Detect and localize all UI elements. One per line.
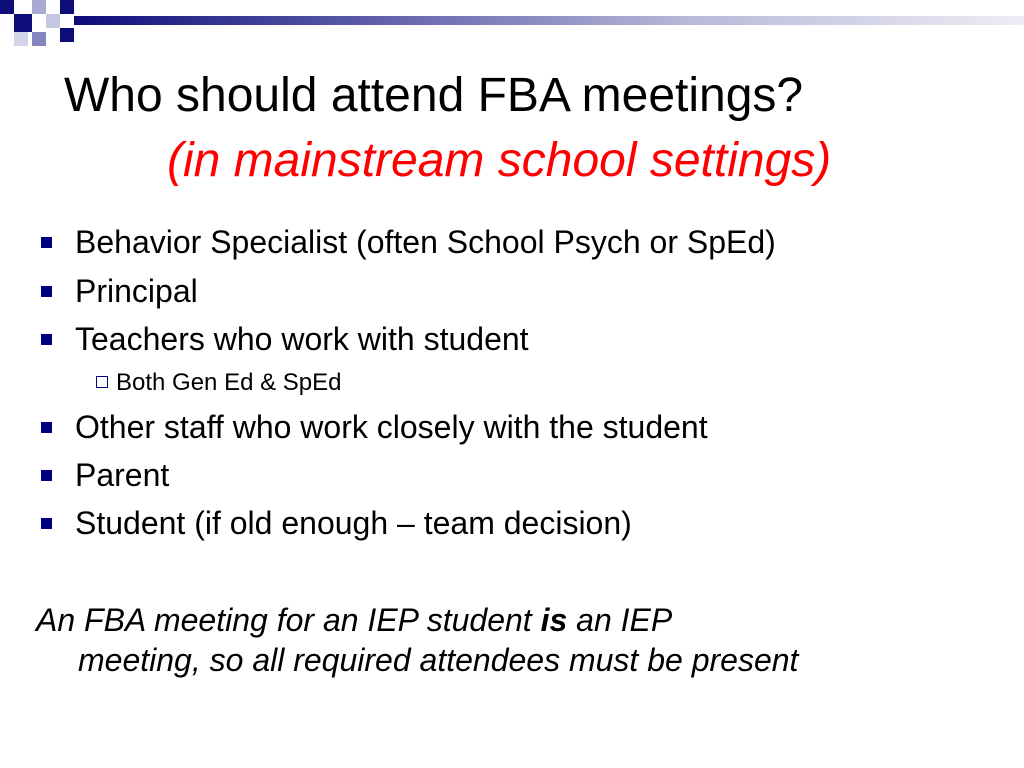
list-item-text: Other staff who work closely with the student xyxy=(75,409,708,445)
deco-square-icon xyxy=(60,0,74,14)
deco-square-icon xyxy=(14,32,28,46)
footnote-emphasis: is xyxy=(540,602,568,638)
hollow-square-bullet-icon xyxy=(96,376,108,388)
list-item xyxy=(41,222,776,262)
square-bullet-icon xyxy=(41,286,52,297)
list-item-text: Principal xyxy=(75,273,198,309)
footnote xyxy=(36,600,996,680)
list-item xyxy=(41,271,198,311)
sub-list-item-text: Both Gen Ed & SpEd xyxy=(116,369,342,396)
list-item-text: Behavior Specialist (often School Psych or SpEd) xyxy=(75,224,776,260)
slide-title: Who should attend FBA meetings? xyxy=(64,69,804,122)
footnote-line-2: meeting, so all required attendees must be present xyxy=(78,642,799,678)
list-item xyxy=(41,455,169,495)
header-gradient-bar xyxy=(74,16,1024,25)
square-bullet-icon xyxy=(41,518,52,529)
slide-subtitle: (in mainstream school settings) xyxy=(167,134,832,187)
square-bullet-icon xyxy=(41,422,52,433)
square-bullet-icon xyxy=(41,470,52,481)
square-bullet-icon xyxy=(41,334,52,345)
deco-square-icon xyxy=(46,14,60,28)
footnote-text: an IEP xyxy=(567,602,673,638)
square-bullet-icon xyxy=(41,237,52,248)
deco-square-icon xyxy=(60,28,74,42)
list-item xyxy=(41,319,529,359)
sub-list-item xyxy=(96,368,341,398)
deco-square-icon xyxy=(32,32,46,46)
deco-square-icon xyxy=(0,0,14,14)
list-item-text: Student (if old enough – team decision) xyxy=(75,505,632,541)
deco-square-icon xyxy=(32,0,46,14)
footnote-line-1 xyxy=(36,600,996,640)
list-item xyxy=(41,503,632,543)
list-item-text: Teachers who work with student xyxy=(75,321,529,357)
footnote-text: An FBA meeting for an IEP student xyxy=(36,602,541,638)
deco-square-icon xyxy=(14,14,32,32)
list-item-text: Parent xyxy=(75,457,170,493)
list-item xyxy=(41,407,708,447)
